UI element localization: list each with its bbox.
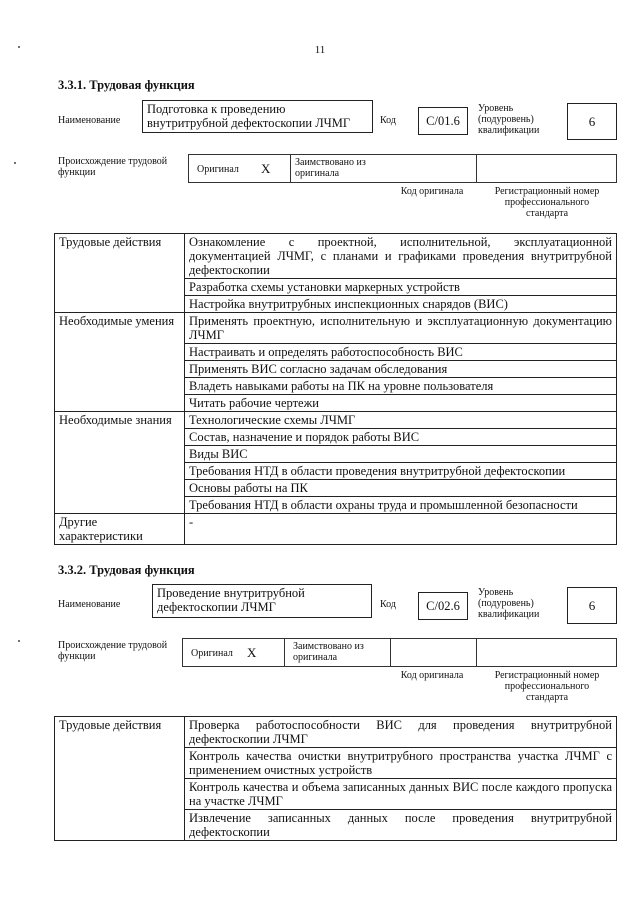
table-cell: Требования НТД в области охраны труда и промышленной безопасности (185, 497, 617, 514)
section-heading: 3.3.1. Трудовая функция (58, 78, 195, 92)
margin-mark (18, 46, 20, 48)
reg-number-label: Регистрационный номер профессионального стандарта (494, 186, 600, 219)
original-checkmark: X (261, 161, 271, 176)
margin-mark (14, 162, 16, 164)
code-label: Код (380, 599, 396, 610)
level-value-box: 6 (567, 103, 617, 140)
table-cell: Технологические схемы ЛЧМГ (185, 412, 617, 429)
name-label: Наименование (58, 599, 121, 610)
original-cell (183, 639, 285, 666)
function-table (54, 716, 617, 841)
table-cell: Основы работы на ПК (185, 480, 617, 497)
reg-number-cell (477, 155, 618, 182)
origin-code-label: Код оригинала (400, 670, 464, 681)
original-label: Оригинал (197, 164, 239, 175)
origin-row (182, 638, 617, 667)
table-row (55, 514, 617, 545)
table-cell: - (185, 514, 617, 545)
table-row (55, 717, 617, 748)
function-name-box: Проведение внутритрубной дефектоскопии ЛЧМГ (152, 584, 372, 618)
section-heading: 3.3.2. Трудовая функция (58, 563, 195, 577)
origin-label: Происхождение трудовой функции (58, 640, 168, 662)
table-row (55, 412, 617, 429)
row-group-label: Трудовые действия (55, 234, 185, 313)
table-cell: Читать рабочие чертежи (185, 395, 617, 412)
table-cell: Владеть навыками работы на ПК на уровне пользователя (185, 378, 617, 395)
table-cell: Применять проектную, исполнительную и эксплуатационную документацию ЛЧМГ (185, 313, 617, 344)
table-cell: Контроль качества очистки внутритрубного пространства участка ЛЧМГ с применением очистных устройств (185, 748, 617, 779)
row-group-label: Другие характеристики (55, 514, 185, 545)
code-label: Код (380, 115, 396, 126)
row-group-label: Необходимые знания (55, 412, 185, 514)
level-value-box: 6 (567, 587, 617, 624)
table-cell: Виды ВИС (185, 446, 617, 463)
reg-number-label: Регистрационный номер профессионального стандарта (494, 670, 600, 703)
borrowed-label: Заимствовано из оригинала (293, 641, 364, 663)
code-value-box: С/02.6 (418, 592, 468, 620)
table-cell: Ознакомление с проектной, исполнительной, эксплуатационной документацией ЛЧМГ, с планами и графиками проведения внутритрубной дефектоскопии (185, 234, 617, 279)
table-cell: Проверка работоспособности ВИС для проведения внутритрубной дефектоскопии ЛЧМГ (185, 717, 617, 748)
code-value-box: С/01.6 (418, 107, 468, 135)
table-row (55, 313, 617, 344)
table-cell: Настраивать и определять работоспособность ВИС (185, 344, 617, 361)
original-checkmark: X (247, 645, 257, 660)
table-row (55, 234, 617, 279)
origin-code-cell (391, 639, 477, 666)
row-group-label: Необходимые умения (55, 313, 185, 412)
original-label: Оригинал (191, 648, 233, 659)
level-label: Уровень (подуровень) квалификации (478, 587, 540, 620)
borrowed-cell (291, 155, 477, 182)
level-label: Уровень (подуровень) квалификации (478, 103, 540, 136)
original-cell (189, 155, 291, 182)
origin-row (188, 154, 617, 183)
function-name-box: Подготовка к проведению внутритрубной дефектоскопии ЛЧМГ (142, 100, 373, 133)
margin-mark (18, 640, 20, 642)
table-cell: Извлечение записанных данных после проведения внутритрубной дефектоскопии (185, 810, 617, 841)
reg-number-cell (477, 639, 618, 666)
table-cell: Контроль качества и объема записанных данных ВИС после каждого пропуска на участке ЛЧМГ (185, 779, 617, 810)
borrowed-label: Заимствовано из оригинала (295, 157, 366, 179)
page-number: 11 (314, 44, 326, 56)
function-table (54, 233, 617, 545)
table-cell: Состав, назначение и порядок работы ВИС (185, 429, 617, 446)
origin-label: Происхождение трудовой функции (58, 156, 168, 178)
table-cell: Разработка схемы установки маркерных устройств (185, 279, 617, 296)
table-cell: Применять ВИС согласно задачам обследования (185, 361, 617, 378)
table-cell: Требования НТД в области проведения внутритрубной дефектоскопии (185, 463, 617, 480)
table-cell: Настройка внутритрубных инспекционных снарядов (ВИС) (185, 296, 617, 313)
name-label: Наименование (58, 115, 121, 126)
borrowed-cell (285, 639, 391, 666)
origin-code-label: Код оригинала (400, 186, 464, 197)
row-group-label: Трудовые действия (55, 717, 185, 841)
